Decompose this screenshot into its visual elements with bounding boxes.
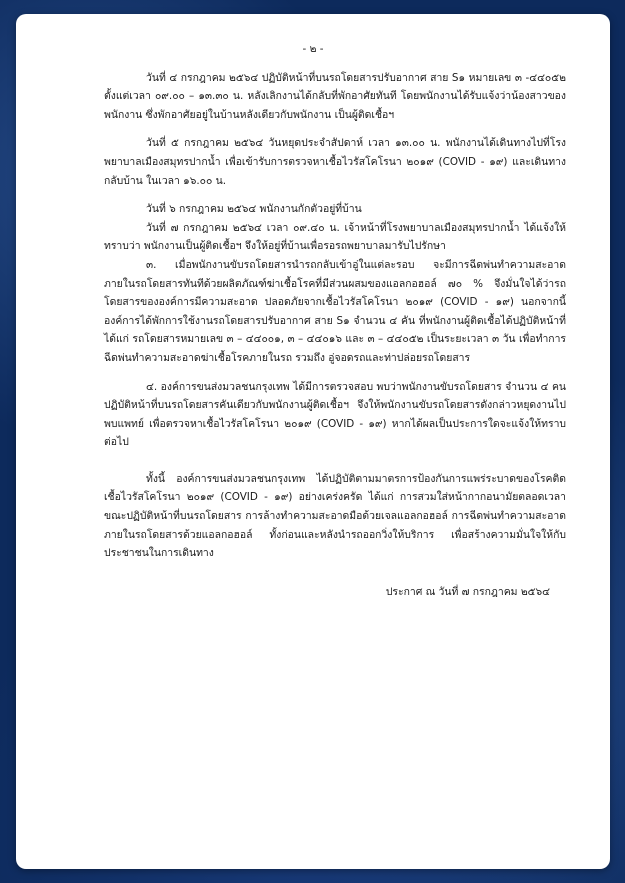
page-number: - ๒ - bbox=[302, 43, 324, 55]
paragraph-july-5: วันที่ ๕ กรกฎาคม ๒๕๖๔ วันหยุดประจำสัปดาห์ เวลา ๑๓.๐๐ น. พนักงานได้เดินทางไปที่โรงพยาบาลเมืองสมุทรปากน้ำ เพื่อเข้ารับการตรวจหาเชื้อไวรัสโคโรนา ๒๐๑๙ (COVID - ๑๙) และเดินทางกลับบ้าน ในเวลา ๑๖.๐๐ น. bbox=[104, 137, 566, 187]
document-page bbox=[16, 14, 610, 869]
paragraph-item-3: ๓. เมื่อพนักงานขับรถโดยสารนำรถกลับเข้าอู่ในแต่ละรอบ จะมีการฉีดพ่นทำความสะอาดภายในรถโดยสารทันทีด้วยผลิตภัณฑ์ฆ่าเชื้อโรคที่มีส่วนผสมของแอลกอฮอล์ ๗๐ % จึงมั่นใจได้ว่ารถโดยสารขององค์การมีความสะอาด ปลอดภัยจากเชื้อไวรัสโคโรนา ๒๐๑๙ (COVID - ๑๙) นอกจากนี้ องค์การได้พักการใช้งานรถโดยสารปรับอากาศ สาย S๑ จำนวน ๔ คัน ที่พนักงานผู้ติดเชื้อได้ปฏิบัติหน้าที่ ได้แก่ รถโดยสารหมายเลข ๓ – ๔๔๐๐๑, ๓ – ๔๔๐๑๖ และ ๓ – ๔๔๐๕๒ เป็นระยะเวลา ๓ วัน เพื่อทำการฉีดพ่นทำความสะอาดฆ่าเชื้อโรคภายในรถ รวมถึง อู่จอดรถและท่าปล่อยรถโดยสาร bbox=[104, 258, 566, 364]
paragraph-summary: ทั้งนี้ องค์การขนส่งมวลชนกรุงเทพ ได้ปฏิบัติตามมาตรการป้องกันการแพร่ระบาดของโรคติดเชื้อไวรัสโคโรนา ๒๐๑๙ (COVID - ๑๙) อย่างเคร่งครัด ได้แก่ การสวมใส่หน้ากากอนามัยตลอดเวลาขณะปฏิบัติหน้าที่บนรถโดยสาร การล้างทำความสะอาดมือด้วยเจลแอลกอฮอล์ การฉีดพ่นทำความสะอาดภายในรถโดยสารด้วยแอลกอฮอล์ ทั้งก่อนและหลังนำรถออกวิ่งให้บริการ เพื่อสร้างความมั่นใจให้กับประชาชนในการเดินทาง bbox=[104, 472, 566, 560]
announcement-date: ประกาศ ณ วันที่ ๗ กรกฎาคม ๒๕๖๔ bbox=[385, 585, 550, 598]
paragraph-item-4: ๔. องค์การขนส่งมวลชนกรุงเทพ ได้มีการตรวจสอบ พบว่าพนักงานขับรถโดยสาร จำนวน ๔ คน ปฏิบัติหน้าที่บนรถโดยสารคันเดียวกับพนักงานผู้ติดเชื้อฯ จึงให้พนักงานขับรถโดยสารดังกล่าวหยุดงานไปพบแพทย์ เพื่อตรวจหาเชื้อไวรัสโคโรนา ๒๐๑๙ (COVID - ๑๙) หากได้ผลเป็นประการใดจะแจ้งให้ทราบต่อไป bbox=[104, 380, 566, 449]
paragraph-july-6: วันที่ ๖ กรกฎาคม ๒๕๖๔ พนักงานกักตัวอยู่ที่บ้าน bbox=[146, 203, 362, 216]
paragraph-july-4: วันที่ ๔ กรกฎาคม ๒๕๖๔ ปฏิบัติหน้าที่บนรถโดยสารปรับอากาศ สาย S๑ หมายเลข ๓ -๔๔๐๕๒ ตั้งแต่เวลา ๐๙.๐๐ – ๑๓.๓๐ น. หลังเลิกงานได้กลับที่พักอาศัยทันที โดยพนักงานได้รับแจ้งว่าน้องสาวของพนักงาน ซึ่งพักอาศัยอยู่ในบ้านหลังเดียวกับพนักงาน เป็นผู้ติดเชื้อฯ bbox=[104, 71, 566, 121]
paragraph-july-7: วันที่ ๗ กรกฎาคม ๒๕๖๔ เวลา ๐๙.๔๐ น. เจ้าหน้าที่โรงพยาบาลเมืองสมุทรปากน้ำ ได้แจ้งให้ทราบว่า พนักงานเป็นผู้ติดเชื้อฯ จึงให้อยู่ที่บ้านเพื่อรอรถพยาบาลมารับไปรักษา bbox=[104, 221, 566, 253]
